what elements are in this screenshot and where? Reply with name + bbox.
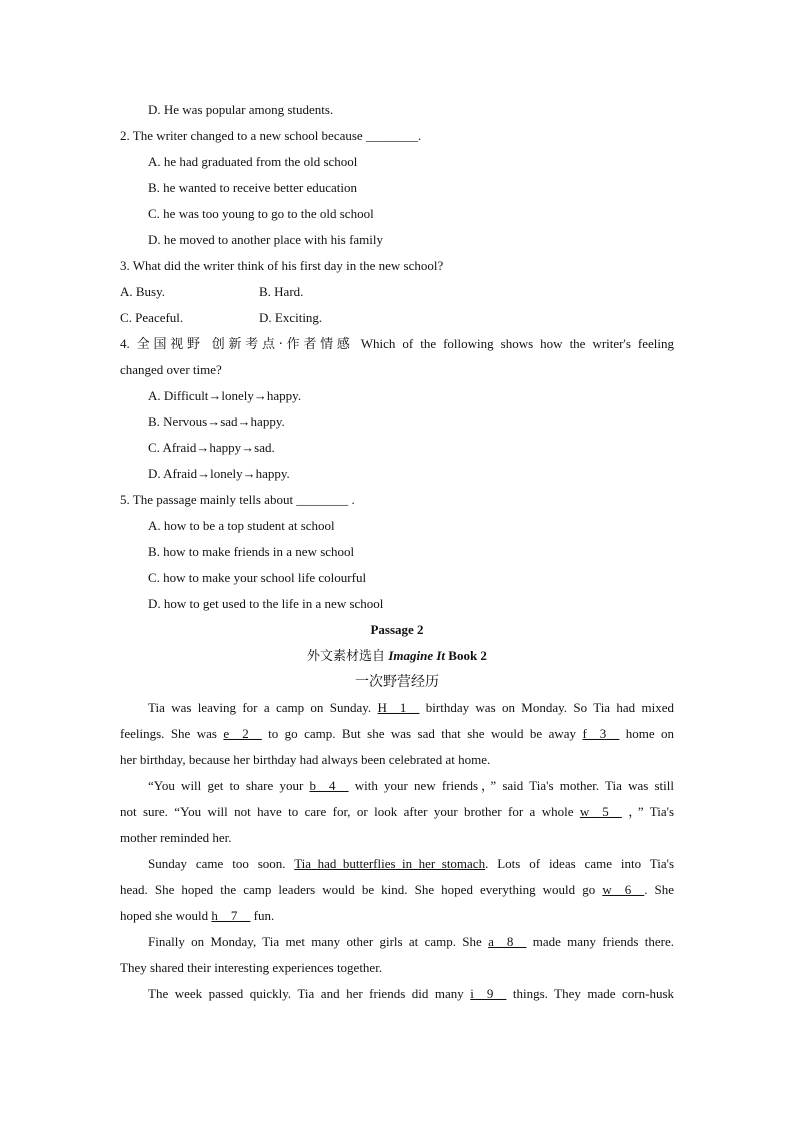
text-run: hoped she would [120,908,209,923]
q5-option-c: C. how to make your school life colourful [148,570,367,585]
text-run: made many friends there. [532,934,674,949]
paragraph-5-line-1 [120,981,674,1007]
blank-3: f__3__ [582,726,620,741]
text-run: birthday was on Monday. So Tia had mixed [425,700,675,715]
text-run: The week passed quickly. Tia and her friends did many [148,986,464,1001]
text-run: . She [644,882,675,897]
passage-heading: Passage 2 [370,622,424,637]
text-run: ，” Tia's [628,804,675,819]
text-run: head. She hoped the camp leaders would be kind. She hoped everything would go [120,882,596,897]
text-run: with your new friends，” said Tia's mother. Tia was still [354,778,675,793]
underlined-idiom: Tia_had_butterflies_in_her_stomach [294,856,486,871]
document-page [120,97,674,1007]
text-run: Finally on Monday, Tia met many other girls at camp. She [148,934,482,949]
paragraph-1-line-2 [120,721,674,747]
blank-2: e__2__ [223,726,262,741]
source-title: Imagine It [388,648,446,663]
text-run: home on [625,726,675,741]
text-run: . Lots of ideas came into Tia's [485,856,675,871]
q4-option-c: C. Afraid→happy→sad. [148,440,275,455]
q2-option-c: C. he was too young to go to the old school [148,206,374,221]
q4-stem-text: Which of the following shows how the writer's feeling [360,336,675,351]
passage-source [120,643,674,669]
text-run: not sure. “You will not have to care for, or look after your brother for a whole [120,804,574,819]
q2-stem: 2. The writer changed to a new school because ________. [120,128,422,143]
paragraph-3-line-1 [120,851,674,877]
q5-option-b: B. how to make friends in a new school [148,544,355,559]
q4-number: 4. [120,336,130,351]
blank-4: b__4__ [309,778,349,793]
paragraph-1-line-1 [120,695,674,721]
paragraph-3-line-2 [120,877,674,903]
q2-option-d: D. he moved to another place with his family [148,232,384,247]
paragraph-2-line-2 [120,799,674,825]
q3-option-c: C. Peaceful. [120,310,184,325]
q3-options-row2 [120,305,674,331]
blank-1: H__1__ [377,700,420,715]
q3-stem: 3. What did the writer think of his first day in the new school? [120,258,444,273]
paragraph-1-line-3: her birthday, because her birthday had always been celebrated at home. [120,752,491,767]
text-run: Sunday came too soon. [148,856,286,871]
q4-stem [120,331,674,357]
paragraph-4-line-1 [120,929,674,955]
q3-option-a: A. Busy. [120,284,166,299]
q4-option-a: A. Difficult→lonely→happy. [148,388,302,403]
q4-tag: 全国视野 创新考点·作者情感 [136,337,354,352]
q4-stem-line2: changed over time? [120,362,222,377]
blank-5: w__5__ [579,804,622,819]
passage-subtitle: 一次野营经历 [355,674,439,690]
text-run: “You will get to share your [148,778,304,793]
text-run: Tia was leaving for a camp on Sunday. [148,700,372,715]
paragraph-3-line-3 [120,903,674,929]
paragraph-4-line-2: They shared their interesting experiences together. [120,960,383,975]
blank-8: a__8__ [488,934,527,949]
q3-option-d: D. Exciting. [259,310,323,325]
blank-7: h__7__ [211,908,251,923]
text-run: to go camp. But she was sad that she would be away [268,726,577,741]
text-run: feelings. She was [120,726,217,741]
source-suffix: Book 2 [448,648,487,663]
blank-6: w__6__ [602,882,645,897]
q3-options-row1 [120,279,674,305]
q5-option-d: D. how to get used to the life in a new school [148,596,384,611]
paragraph-2-line-1 [120,773,674,799]
q5-option-a: A. how to be a top student at school [148,518,335,533]
q2-option-b: B. he wanted to receive better education [148,180,357,195]
text-run: fun. [253,908,275,923]
q5-stem: 5. The passage mainly tells about ________ . [120,492,355,507]
q3-option-b: B. Hard. [259,284,304,299]
text-run: things. They made corn-husk [512,986,675,1001]
q4-option-b: B. Nervous→sad→happy. [148,414,285,429]
q4-option-d: D. Afraid→lonely→happy. [148,466,290,481]
paragraph-2-line-3: mother reminded her. [120,830,232,845]
blank-9: i__9__ [470,986,507,1001]
q1-option-d: D. He was popular among students. [148,102,334,117]
source-prefix: 外文素材选自 [307,649,386,664]
q2-option-a: A. he had graduated from the old school [148,154,358,169]
